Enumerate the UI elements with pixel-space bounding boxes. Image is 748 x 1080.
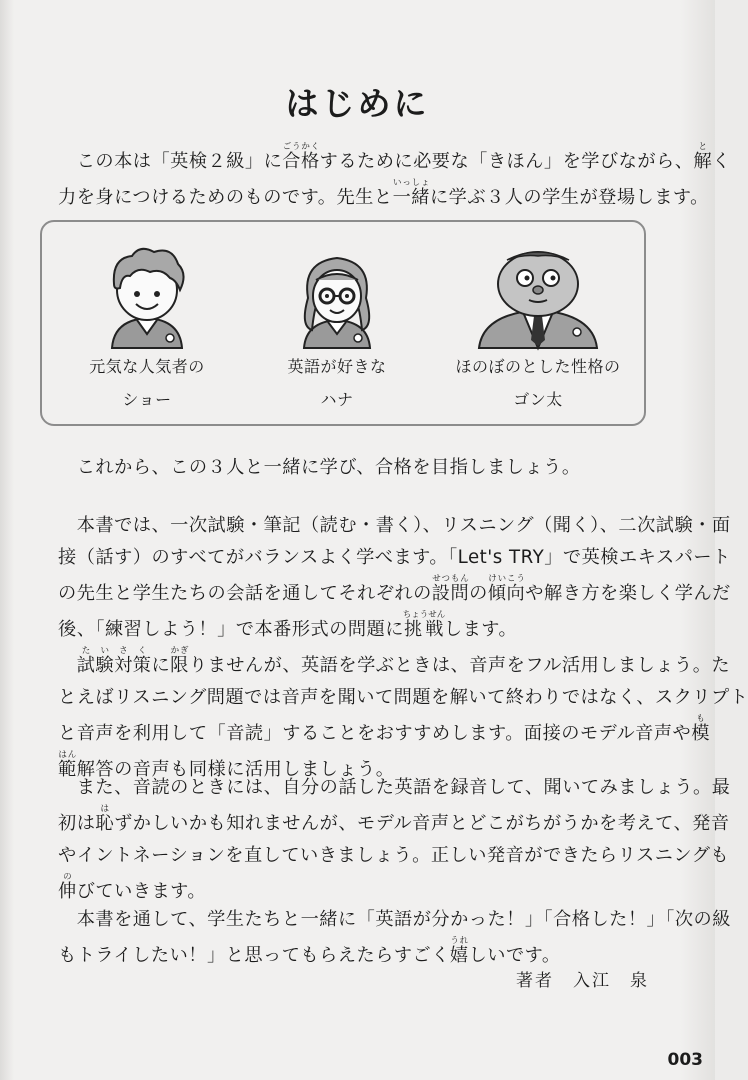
page-title: はじめに: [285, 84, 430, 123]
character-name: ハナ: [320, 390, 354, 409]
text-line: もトライしたい！」と思ってもらえたらすごく嬉うれしいです。: [58, 936, 561, 966]
text-line: 本書を通して、学生たちと一緒に「英語が分かった！」「合格した！」「次の級: [76, 909, 731, 930]
show-illustration-icon: [92, 240, 202, 350]
hana-illustration-icon: [282, 240, 392, 350]
character-description: 元気な人気者の: [89, 357, 205, 376]
text-line: 力を身につけるためのものです。先生と一緒いっしょに学ぶ３人の学生が登場します。: [58, 178, 709, 208]
character-hana: [242, 240, 432, 416]
character-show: [52, 240, 242, 416]
text-line: 本書では、一次試験・筆記（読む・書く）、リスニング（聞く）、二次試験・面: [76, 515, 731, 536]
character-gonta: [438, 240, 638, 416]
text-line: 初は恥はずかしいかも知れませんが、モデル音声とどこがちがうかを考えて、発音: [58, 804, 730, 834]
character-description: ほのぼのとした性格の: [455, 357, 621, 376]
paragraph-4: [58, 646, 748, 786]
gonta-illustration-icon: [473, 240, 603, 350]
text-line: また、音読のときには、自分の話した英語を録音して、聞いてみましょう。最: [76, 777, 731, 798]
character-name: ゴン太: [513, 390, 563, 409]
character-name: ショー: [122, 390, 172, 409]
text-line: 後、「練習しよう！」で本番形式の問題に挑戦ちょうせんします。: [58, 610, 518, 640]
character-box: [40, 220, 646, 426]
text-line: やイントネーションを直していきましょう。正しい発音ができたらリスニングも: [58, 845, 730, 866]
paragraph-6: [58, 904, 731, 972]
paragraph-3: [58, 510, 731, 646]
paragraph-5: [58, 772, 731, 908]
text-line: の先生と学生たちの会話を通してそれぞれの設問せつもんの傾向けいこうや解き方を楽しく学んだ: [58, 574, 731, 604]
text-line: 範はん解答の音声も同様に活用しましょう。: [58, 750, 395, 780]
text-line: と音声を利用して「音読」することをおすすめします。面接のモデル音声や模も: [58, 714, 710, 744]
text-line: 試験対策たいさくに限かぎりませんが、英語を学ぶときは、音声をフル活用しましょう。た: [76, 646, 731, 676]
character-description: 英語が好きな: [287, 357, 387, 376]
text-line: この本は「英検２級」に合格ごうかくするために必要な「きほん」を学びながら、解とく: [76, 142, 731, 172]
intro-paragraph: [58, 142, 731, 214]
text-line: これから、この３人と一緒に学び、合格を目指しましょう。: [76, 457, 581, 478]
text-line: とえばリスニング問題では音声を聞いて問題を解いて終わりではなく、スクリプト: [58, 687, 748, 708]
page-number: 003: [667, 1050, 703, 1070]
paragraph-2: [58, 452, 658, 484]
text-line: 接（話す）のすべてがバランスよく学べます。「Let's TRY」で英検エキスパート: [58, 547, 731, 568]
text-line: 伸のびていきます。: [58, 872, 207, 902]
author-signature: 著者 入江 泉: [516, 971, 649, 991]
